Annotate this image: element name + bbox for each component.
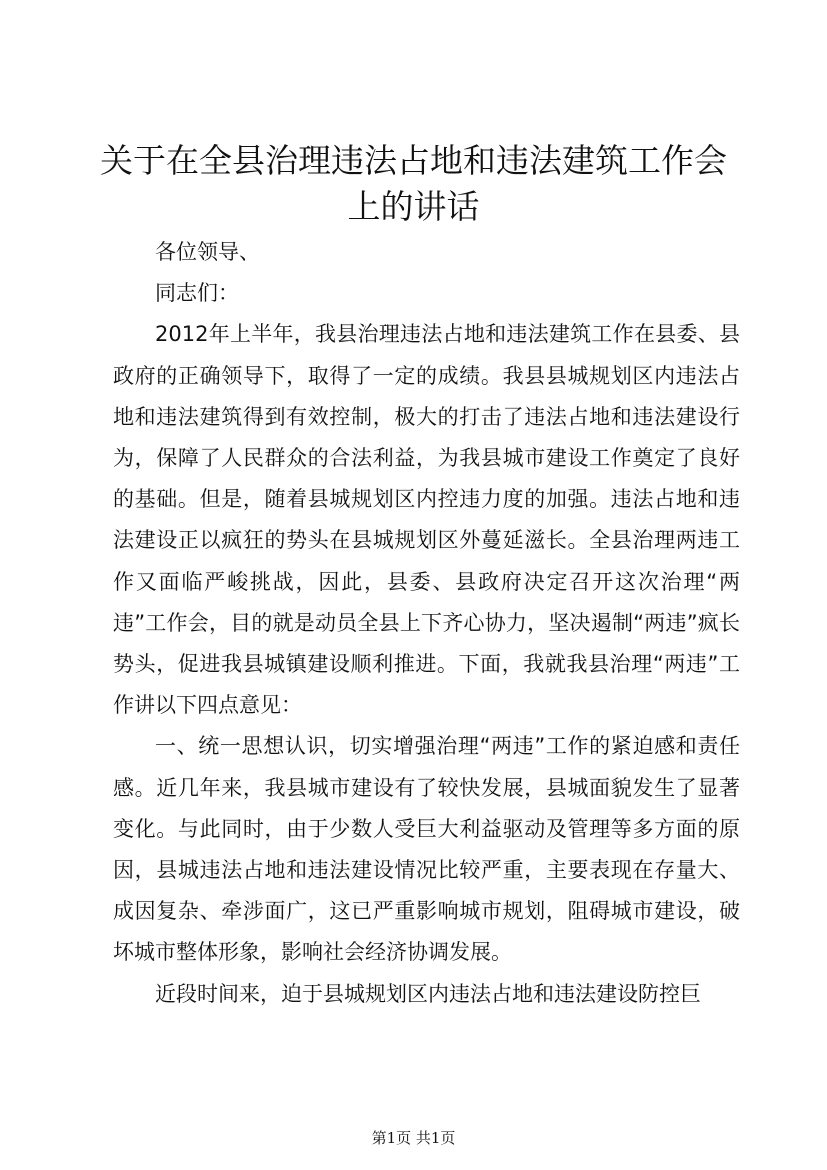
document-body	[113, 232, 740, 1015]
page-footer: 第1页 共1页	[371, 1129, 456, 1147]
salutation-line-1: 各位领导、	[155, 240, 260, 264]
body-paragraph: 一、统一思想认识，切实增强治理“两违”工作的紧迫感和责任感。近几年来，我县城市建设有了较快发展，县城面貌发生了显著变化。与此同时，由于少数人受巨大利益驱动及管理等多方面的原因，县城违法占地和违法建设情况比较严重，主要表现在存量大、成因复杂、牵涉面广，这已严重影响城市规划，阻碍城市建设，破坏城市整体形象，影响社会经济协调发展。	[113, 734, 740, 965]
document-title: 关于在全县治理违法占地和违法建筑工作会上的讲话	[100, 141, 727, 226]
salutation-line-2: 同志们：	[155, 281, 239, 306]
body-paragraph: 近段时间来，迫于县城规划区内违法占地和违法建设防控巨	[155, 981, 701, 1006]
body-paragraph: 2012年上半年，我县治理违法占地和违法建筑工作在县委、县政府的正确领导下，取得了一定的成绩。我县县城规划区内违法占地和违法建筑得到有效控制，极大的打击了违法占地和违法建设行为，保障了人民群众的合法利益，为我县城市建设工作奠定了良好的基础。但是，随着县城规划区内控违力度的加强。违法占地和违法建设正以疯狂的势头在县城规划区外蔓延滋长。全县治理两违工作又面临严峻挑战，因此，县委、县政府决定召开这次治理“两违”工作会，目的就是动员全县上下齐心协力，坚决遏制“两违”疯长势头，促进我县城镇建设顺利推进。下面，我就我县治理“两违”工作讲以下四点意见：	[113, 322, 740, 718]
